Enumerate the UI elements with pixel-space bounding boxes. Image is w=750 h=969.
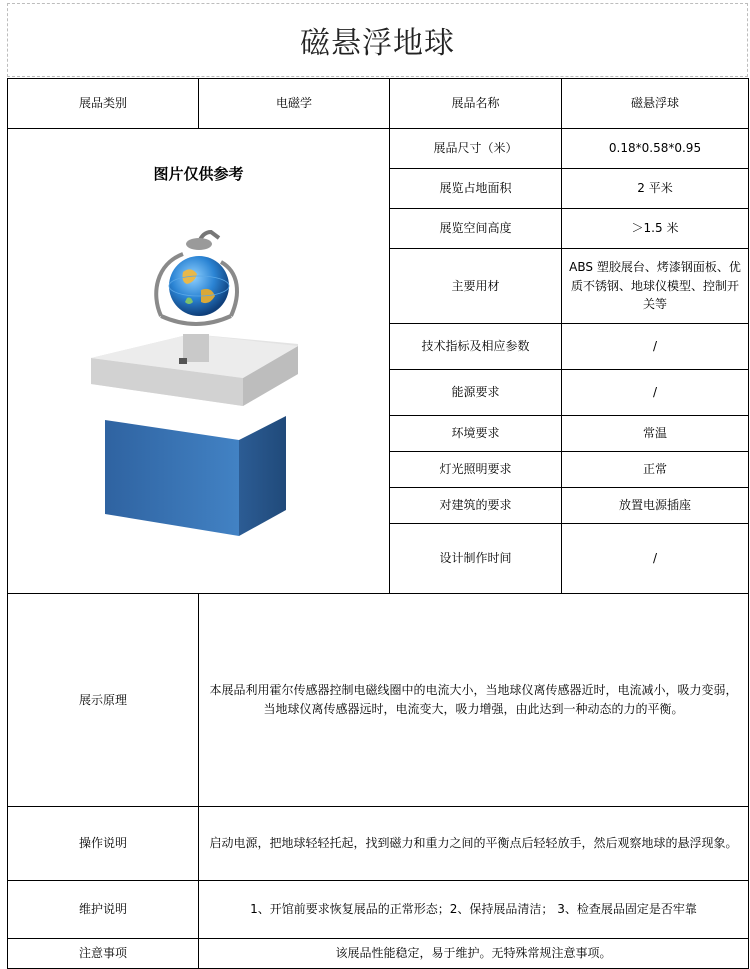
maintenance-text: 1、开馆前要求恢复展品的正常形态；2、保持展品清洁； 3、检查展品固定是否牢靠 (199, 881, 749, 939)
notes-label: 注意事项 (8, 939, 199, 969)
spec-label: 灯光照明要求 (390, 452, 562, 488)
page-title: 磁悬浮地球 (7, 3, 748, 77)
table-row (8, 79, 749, 129)
exhibit-spec-table (7, 78, 749, 969)
spec-value: / (562, 370, 749, 416)
spec-label: 展览空间高度 (390, 209, 562, 249)
table-row (8, 939, 749, 969)
category-value: 电磁学 (199, 79, 390, 129)
spec-label: 技术指标及相应参数 (390, 324, 562, 370)
name-label: 展品名称 (390, 79, 562, 129)
name-value: 磁悬浮球 (562, 79, 749, 129)
spec-label: 能源要求 (390, 370, 562, 416)
table-row (8, 807, 749, 881)
spec-label: 展览占地面积 (390, 169, 562, 209)
maintenance-label: 维护说明 (8, 881, 199, 939)
spec-label: 环境要求 (390, 416, 562, 452)
spec-value: 正常 (562, 452, 749, 488)
photo-caption: 图片仅供参考 (153, 165, 244, 183)
photo-cell (8, 129, 390, 594)
category-label: 展品类别 (8, 79, 199, 129)
operation-text: 启动电源，把地球轻轻托起，找到磁力和重力之间的平衡点后轻轻放手，然后观察地球的悬浮现象。 (199, 807, 749, 881)
spec-label: 设计制作时间 (390, 524, 562, 594)
principle-text: 本展品利用霍尔传感器控制电磁线圈中的电流大小，当地球仪离传感器近时，电流减小，吸力变弱，当地球仪离传感器远时，电流变大，吸力增强，由此达到一种动态的力的平衡。 (199, 594, 749, 807)
spec-value: / (562, 524, 749, 594)
operation-label: 操作说明 (8, 807, 199, 881)
spec-value: 0.18*0.58*0.95 (562, 129, 749, 169)
spec-value: 2 平米 (562, 169, 749, 209)
notes-text: 该展品性能稳定，易于维护。无特殊常规注意事项。 (199, 939, 749, 969)
principle-label: 展示原理 (8, 594, 199, 807)
exhibit-photo (91, 224, 306, 544)
spec-label: 对建筑的要求 (390, 488, 562, 524)
spec-label: 展品尺寸（米） (390, 129, 562, 169)
table-row (8, 594, 749, 807)
table-row (8, 129, 749, 169)
spec-value: ABS 塑胶展台、烤漆钢面板、优质不锈钢、地球仪模型、控制开关等 (562, 249, 749, 324)
spec-value: 常温 (562, 416, 749, 452)
spec-value: / (562, 324, 749, 370)
spec-label: 主要用材 (390, 249, 562, 324)
spec-value: 放置电源插座 (562, 488, 749, 524)
spec-value: ＞1.5 米 (562, 209, 749, 249)
table-row (8, 881, 749, 939)
